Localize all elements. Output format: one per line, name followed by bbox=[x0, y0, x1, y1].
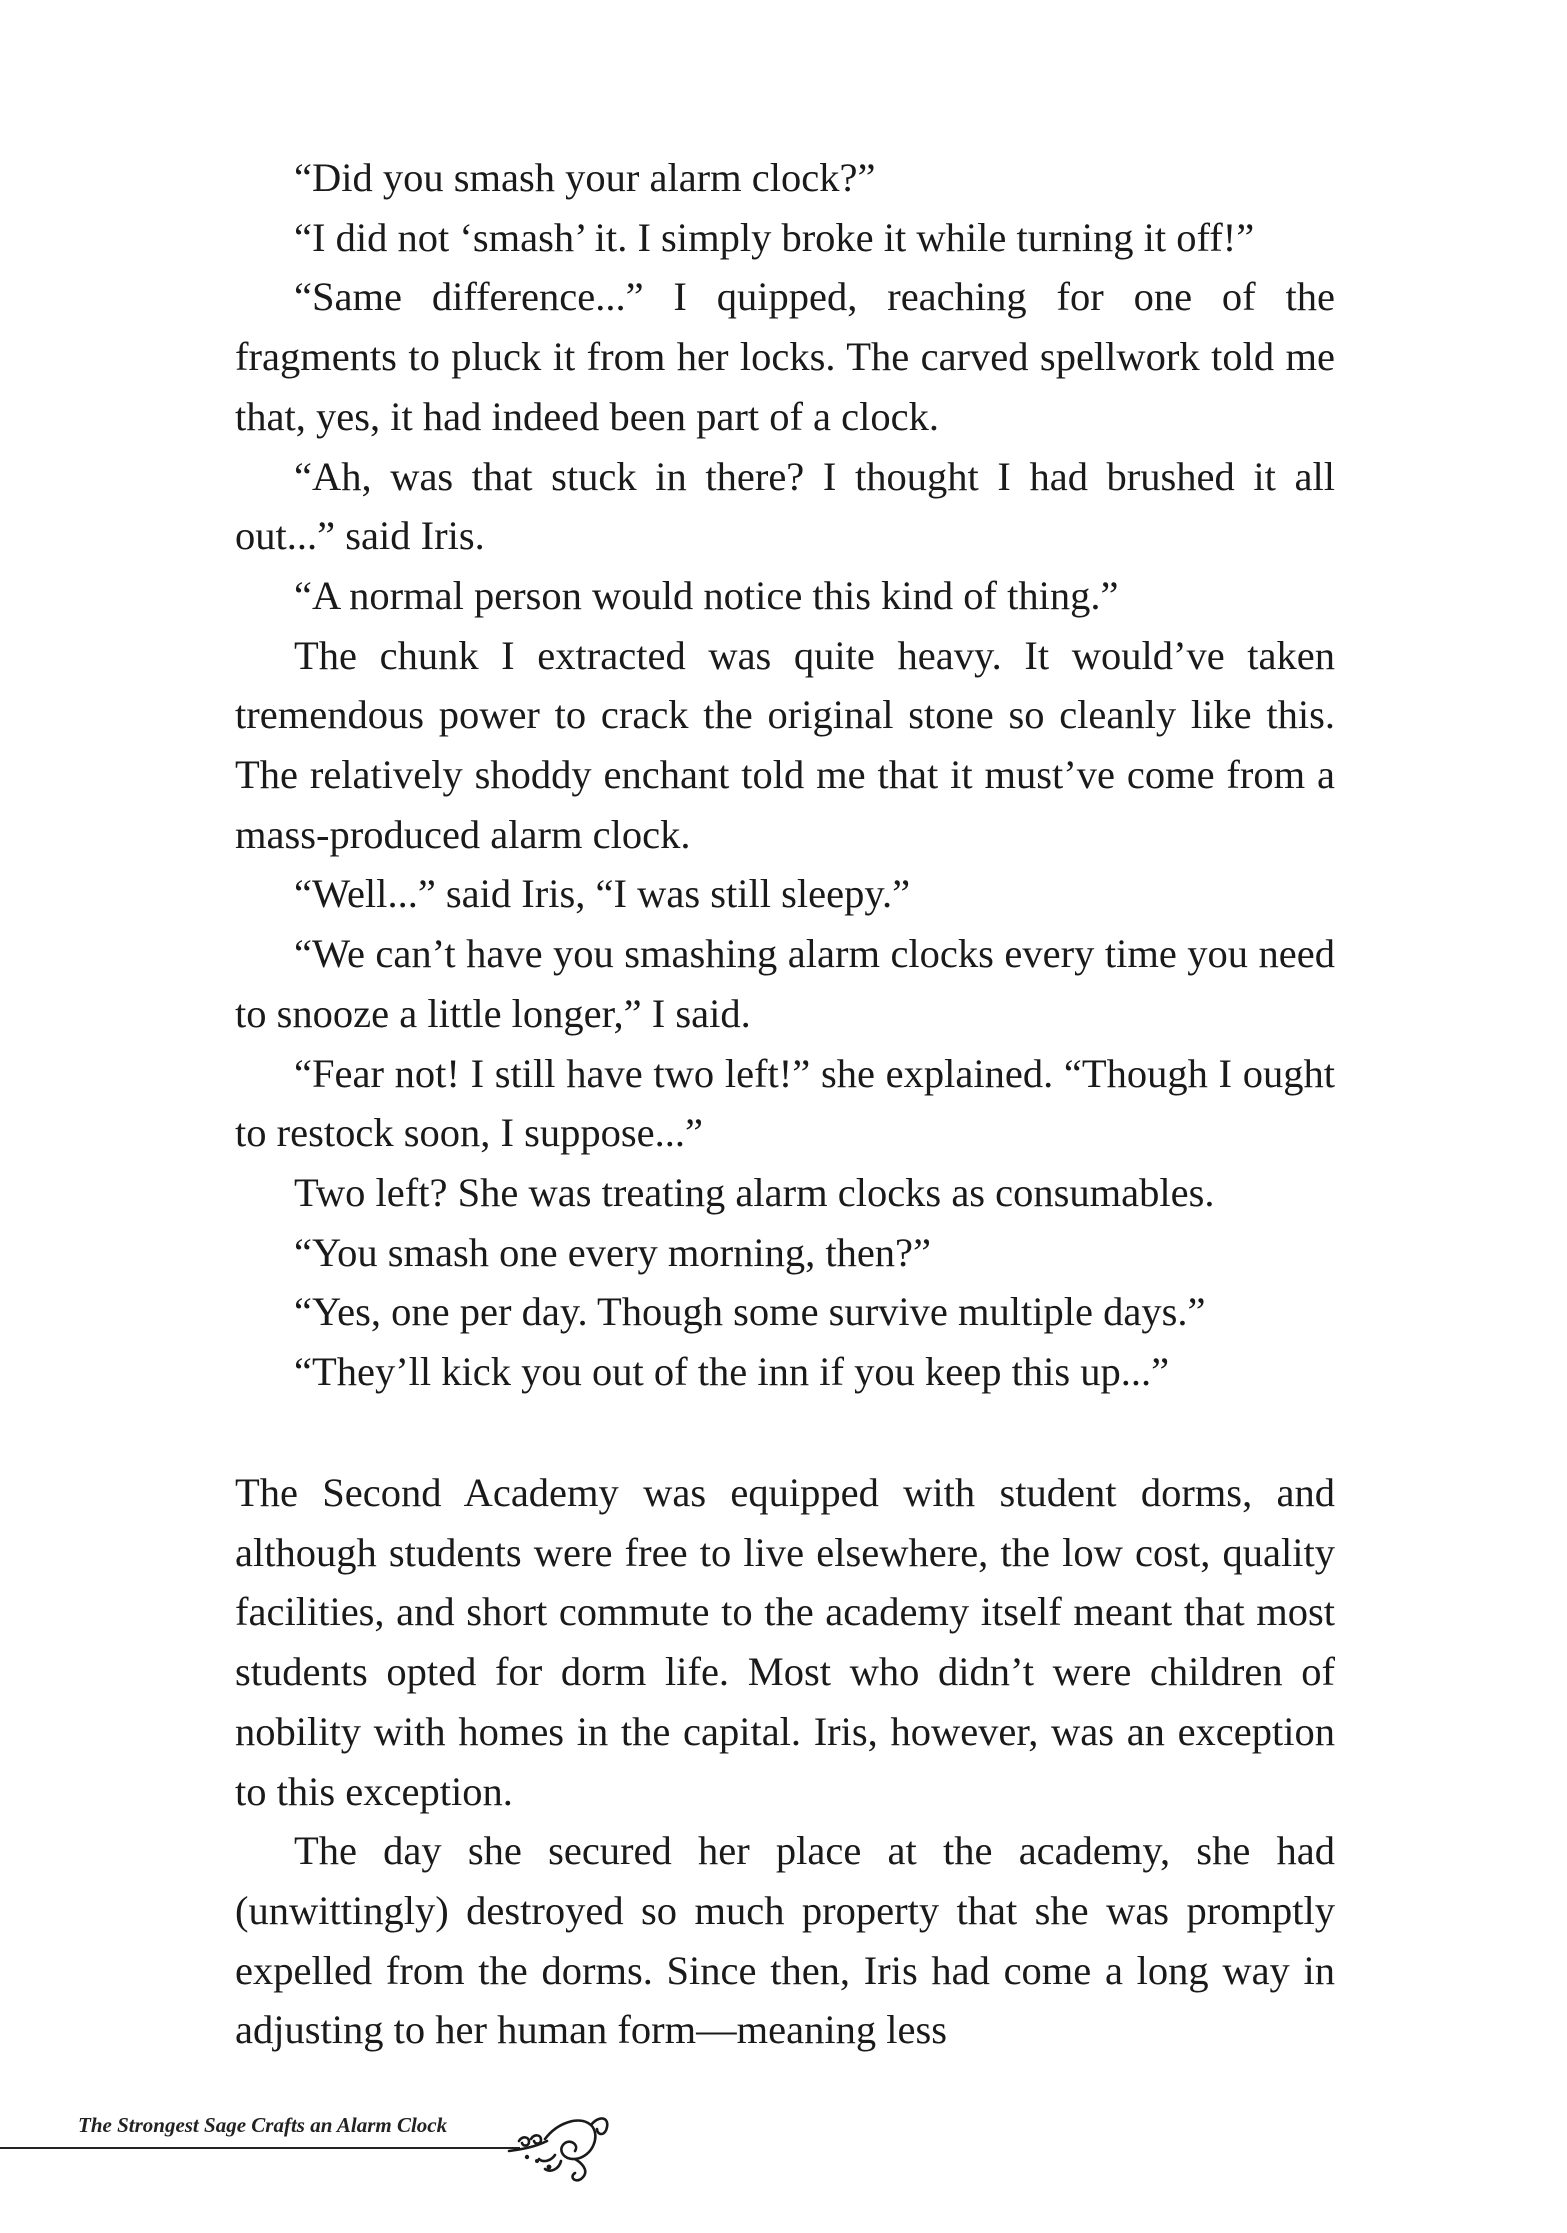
section-2 bbox=[235, 1463, 1335, 2060]
paragraph: “Well...” said Iris, “I was still sleepy.” bbox=[294, 871, 911, 917]
paragraph: “Same difference...” I quipped, reaching for one of the fragments to pluck it from her locks. The carved spellwork told me that, yes, it had indeed been part of a clock. bbox=[235, 274, 1335, 439]
paragraph: Two left? She was treating alarm clocks as consumables. bbox=[294, 1169, 1215, 1215]
paragraph: “Did you smash your alarm clock?” bbox=[294, 155, 876, 200]
footer-rule bbox=[0, 2147, 520, 2149]
paragraph: “We can’t have you smashing alarm clocks every time you need to snooze a little longer,” I said. bbox=[235, 931, 1335, 1036]
paragraph: The Second Academy was equipped with student dorms, and although students were free to live elsewhere, the low cost, quality facilities, and short commute to the academy itself meant that most students opted for dorm life. Most who didn’t were children of nobility with homes in the capital. Iris, however, was an exception to this exception. bbox=[235, 1470, 1335, 1814]
paragraph: “They’ll kick you out of the inn if you keep this up...” bbox=[294, 1349, 1170, 1395]
paragraph: “Yes, one per day. Though some survive multiple days.” bbox=[294, 1289, 1206, 1335]
running-footer bbox=[0, 2105, 620, 2185]
paragraph: The day she secured her place at the academy, she had (unwittingly) destroyed so much property that she was promptly expelled from the dorms. Since then, Iris had come a long way in adjusting to her human form—meaning less bbox=[235, 1828, 1335, 2053]
running-title: The Strongest Sage Crafts an Alarm Clock bbox=[78, 2113, 448, 2137]
section-1 bbox=[235, 148, 1335, 1402]
paragraph: “I did not ‘smash’ it. I simply broke it while turning it off!” bbox=[294, 214, 1255, 260]
paragraph: “You smash one every morning, then?” bbox=[294, 1229, 932, 1275]
paragraph: The chunk I extracted was quite heavy. It would’ve taken tremendous power to crack the original stone so cleanly like this. The relatively shoddy enchant told me that it must’ve come from a mass-produced alarm clock. bbox=[235, 632, 1335, 857]
paragraph: “Fear not! I still have two left!” she explained. “Though I ought to restock soon, I suppose...” bbox=[235, 1050, 1335, 1156]
paragraph: “A normal person would notice this kind of thing.” bbox=[294, 572, 1119, 618]
paragraph: “Ah, was that stuck in there? I thought I had brushed it all out...” said Iris. bbox=[235, 453, 1335, 559]
flourish-ornament-icon bbox=[505, 2105, 615, 2183]
